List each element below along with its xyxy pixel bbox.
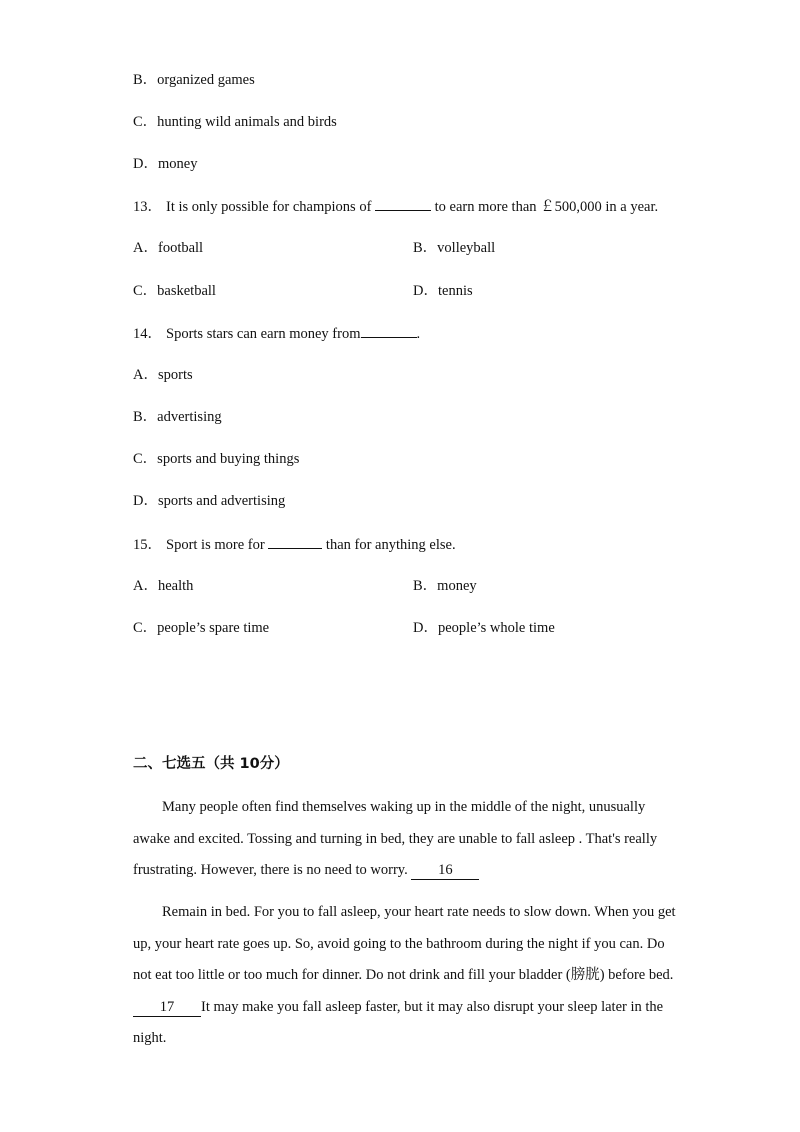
stem-text-after: than for anything else. [325, 537, 456, 553]
answer-blank-16: 16 [411, 861, 479, 880]
option-text: basketball [157, 283, 216, 299]
passage-paragraph-1 [133, 792, 665, 887]
q13-option-d [413, 281, 473, 301]
option-text: volleyball [437, 240, 496, 256]
option-text: hunting wild animals and birds [157, 114, 337, 130]
option-text: money [157, 156, 198, 172]
question-number: 14． [133, 326, 162, 342]
option-letter: D． [413, 283, 438, 299]
option-letter: C． [133, 620, 158, 636]
q15-option-d [413, 618, 555, 638]
q13-option-a [133, 238, 203, 258]
option-letter: C． [133, 451, 158, 467]
q13-option-b [413, 238, 495, 258]
q14-stem [133, 323, 420, 344]
paragraph-line [133, 992, 665, 1024]
option-letter: A． [133, 367, 158, 383]
q15-option-b [413, 576, 477, 596]
q14-option-a [133, 365, 193, 385]
answer-blank [361, 323, 417, 338]
option-letter: D． [133, 156, 158, 172]
option-text: money [437, 578, 477, 594]
paragraph-line: night. [133, 1030, 167, 1046]
option-text: health [157, 578, 194, 594]
option-letter: D． [133, 493, 158, 509]
option-letter: B． [133, 72, 158, 88]
option-text: advertising [157, 409, 222, 425]
answer-blank [375, 196, 431, 211]
answer-blank [268, 534, 322, 549]
paragraph-line: Many people often find themselves waking up in the middle of the night, unusually [162, 799, 646, 815]
option-text: people’s whole time [437, 620, 555, 636]
option-text: tennis [437, 283, 473, 299]
option-text: football [157, 240, 204, 256]
stem-text-before: Sport is more for [166, 537, 265, 553]
option-letter: C． [133, 114, 158, 130]
paragraph-line: Remain in bed. For you to fall asleep, your heart rate needs to slow down. When you get [162, 904, 676, 920]
q12-option-c [133, 112, 337, 132]
option-text: sports and advertising [157, 493, 286, 509]
q15-option-a [133, 576, 193, 596]
stem-text-after: . [416, 326, 421, 342]
q14-option-b [133, 407, 222, 427]
section-title: 二、七选五（共 10分） [133, 756, 289, 772]
q15-stem [133, 534, 456, 555]
option-letter: B． [413, 578, 438, 594]
option-letter: A． [133, 240, 158, 256]
stem-text-after: to earn more than ￡500,000 in a year. [434, 199, 659, 215]
q14-option-d [133, 491, 285, 511]
passage-paragraph-2 [133, 897, 676, 1055]
q15-option-c [133, 618, 269, 638]
option-letter: C． [133, 283, 158, 299]
q12-option-d [133, 154, 197, 174]
q14-option-c [133, 449, 299, 469]
paragraph-text: frustrating. However, there is no need to worry. [133, 862, 408, 878]
stem-text-before: It is only possible for champions of [166, 199, 372, 215]
q13-option-c [133, 281, 216, 301]
option-letter: A． [133, 578, 158, 594]
option-text: people’s spare time [157, 620, 270, 636]
paragraph-text: It may make you fall asleep faster, but it may also disrupt your sleep later in the [201, 998, 664, 1015]
option-text: sports and buying things [157, 451, 300, 467]
option-text: organized games [157, 72, 255, 88]
paragraph-line: not eat too little or too much for dinner. Do not drink and fill your bladder (膀胱) before bed. [133, 967, 674, 983]
q13-stem [133, 196, 658, 217]
option-text: sports [157, 367, 193, 383]
paragraph-line [133, 855, 665, 887]
question-number: 15． [133, 537, 162, 553]
answer-blank-17: 17 [133, 998, 201, 1017]
question-number: 13． [133, 199, 162, 215]
paragraph-line: up, your heart rate goes up. So, avoid going to the bathroom during the night if you can. Do [133, 935, 665, 952]
option-letter: D． [413, 620, 438, 636]
option-letter: B． [133, 409, 158, 425]
stem-text-before: Sports stars can earn money from [166, 326, 361, 342]
q12-option-b [133, 70, 255, 90]
option-letter: B． [413, 240, 438, 256]
paragraph-line: awake and excited. Tossing and turning in bed, they are unable to fall asleep . That's really [133, 830, 658, 847]
